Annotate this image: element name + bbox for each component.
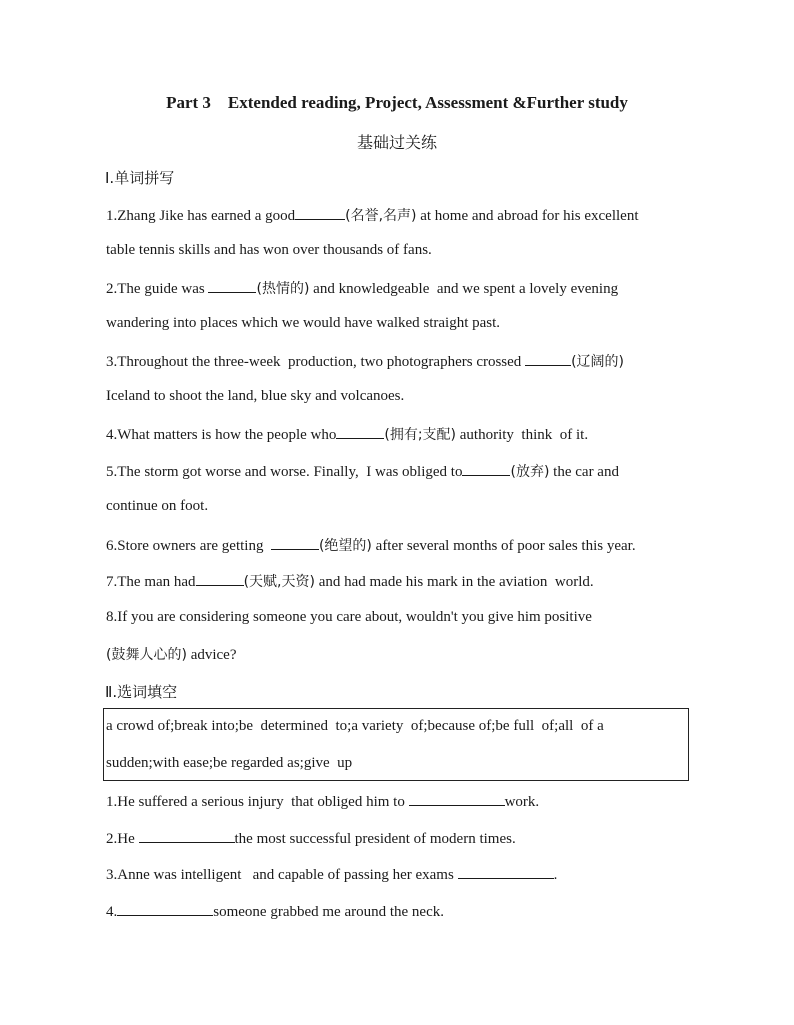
question-1-2-line-1: 2.The guide was (热情的) and knowledgeable and we spent a lovely evening (106, 278, 618, 299)
question-1-4: 4.What matters is how the people who (拥有;支配) authority think of it. (106, 424, 588, 445)
question-1-3-line-1: 3.Throughout the three-week production, two photographers crossed (辽阔的) (106, 351, 624, 372)
question-1-2-line-2: wandering into places which we would have walked straight past. (106, 315, 501, 331)
answer-blank[interactable] (409, 791, 505, 806)
answer-blank[interactable] (458, 864, 554, 879)
word-bank-line-1: a crowd of;break into;be determined to;a variety of;because of;be full of;all of a (106, 718, 604, 734)
question-2-2: 2.He the most successful president of modern times. (106, 828, 516, 849)
hint-text: (名誉,名声) (345, 208, 417, 224)
answer-blank[interactable] (462, 461, 510, 476)
section-2-heading: Ⅱ.选词填空 (105, 683, 178, 701)
answer-blank[interactable] (139, 828, 235, 843)
question-1-5-line-1: 5.The storm got worse and worse. Finally, I was obliged to (放弃) the car and (106, 461, 619, 482)
answer-blank[interactable] (525, 351, 571, 366)
answer-blank[interactable] (196, 571, 244, 586)
answer-blank[interactable] (295, 205, 345, 220)
answer-blank[interactable] (271, 535, 319, 550)
question-2-3: 3.Anne was intelligent and capable of passing her exams . (106, 864, 557, 885)
word-bank-box (103, 708, 689, 781)
hint-text: (拥有;支配) (384, 427, 457, 443)
hint-text: (鼓舞人心的) (106, 647, 187, 663)
hint-text: (绝望的) (318, 538, 372, 554)
answer-blank[interactable] (117, 901, 213, 916)
hint-text: (天赋,天资) (243, 574, 315, 590)
question-1-1-line-2: table tennis skills and has won over thousands of fans. (106, 242, 432, 258)
question-1-5-line-2: continue on foot. (106, 498, 209, 514)
question-1-3-line-2: Iceland to shoot the land, blue sky and volcanoes. (106, 388, 405, 404)
word-bank-line-2: sudden;with ease;be regarded as;give up (106, 755, 353, 771)
answer-blank[interactable] (208, 278, 256, 293)
section-1-heading: Ⅰ.单词拼写 (105, 169, 175, 187)
page-title: Part 3 Extended reading, Project, Assessment &Further study (166, 93, 628, 112)
question-1-7: 7.The man had (天赋,天资) and had made his mark in the aviation world. (106, 571, 594, 592)
question-1-1-line-1: 1.Zhang Jike has earned a good (名誉,名声) at home and abroad for his excellent (106, 205, 638, 226)
hint-text: (热情的) (256, 281, 310, 297)
hint-text: (辽阔的) (571, 354, 624, 370)
hint-text: (放弃) (510, 464, 550, 480)
page-subtitle: 基础过关练 (356, 133, 437, 152)
question-2-4: 4. someone grabbed me around the neck. (106, 901, 444, 922)
question-1-6: 6.Store owners are getting (绝望的) after several months of poor sales this year. (106, 535, 636, 556)
answer-blank[interactable] (336, 424, 384, 439)
question-2-1: 1.He suffered a serious injury that obliged him to work. (106, 791, 539, 812)
question-1-8-line-1: 8.If you are considering someone you care about, wouldn't you give him positive (106, 609, 592, 625)
question-1-8-line-2: (鼓舞人心的) advice? (106, 647, 237, 663)
